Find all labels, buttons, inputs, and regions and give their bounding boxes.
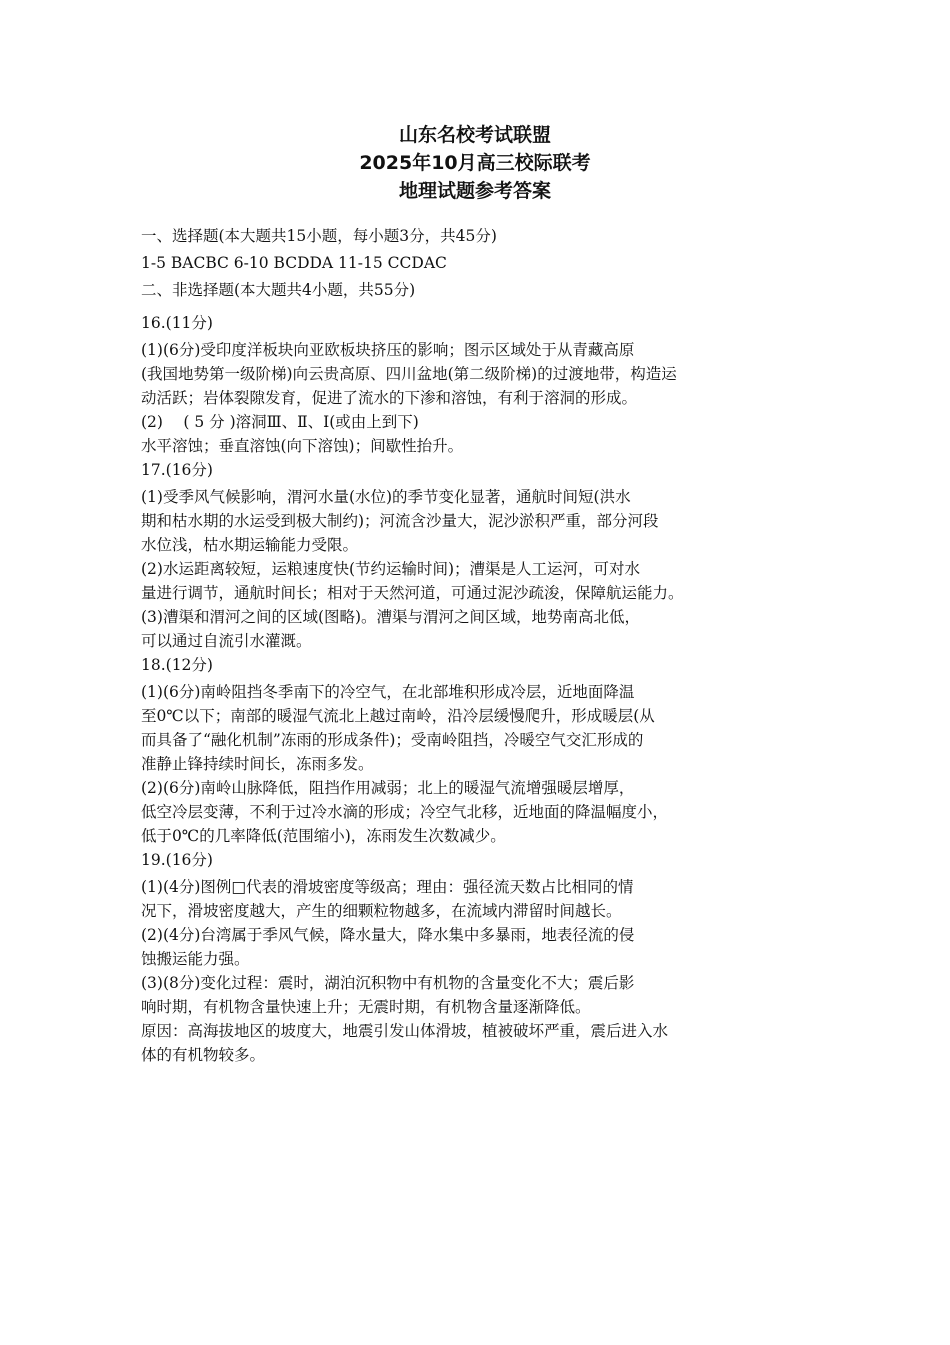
document-title bbox=[0, 121, 950, 205]
q16-p1-line2: (我国地势第一级阶梯)向云贵高原、四川盆地(第二级阶梯)的过渡地带，构造运 bbox=[141, 365, 677, 383]
choice-answers: 1-5 BACBC 6-10 BCDDA 11-15 CCDAC bbox=[141, 254, 447, 272]
q18-p1-line3: 而具备了“融化机制”冻雨的形成条件)；受南岭阻挡，冷暖空气交汇形成的 bbox=[141, 731, 644, 749]
q16-heading: 16.(11分) bbox=[141, 314, 213, 332]
q19-p1-line2: 况下，滑坡密度越大，产生的细颗粒物越多，在流域内滞留时间越长。 bbox=[141, 902, 622, 920]
q16-p2-line2: 水平溶蚀；垂直溶蚀(向下溶蚀)；间歇性抬升。 bbox=[141, 437, 464, 455]
q17-p1-line3: 水位浅，枯水期运输能力受限。 bbox=[141, 536, 359, 554]
q17-heading: 17.(16分) bbox=[141, 461, 213, 479]
q18-heading: 18.(12分) bbox=[141, 656, 213, 674]
q17-p1-line1: (1)受季风气候影响，渭河水量(水位)的季节变化显著，通航时间短(洪水 bbox=[141, 488, 631, 506]
section2-heading: 二、非选择题(本大题共4小题，共55分) bbox=[141, 281, 416, 299]
q17-p3-line1: (3)漕渠和渭河之间的区域(图略)。漕渠与渭河之间区域，地势南高北低， bbox=[141, 608, 641, 626]
q16-p2-line1: (2) ( 5 分 )溶洞Ⅲ、Ⅱ、Ⅰ(或由上到下) bbox=[141, 413, 419, 431]
q17-p2-line1: (2)水运距离较短，运粮速度快(节约运输时间)；漕渠是人工运河，可对水 bbox=[141, 560, 641, 578]
q17-p2-line2: 量进行调节，通航时间长；相对于天然河道，可通过泥沙疏浚，保障航运能力。 bbox=[141, 584, 684, 602]
q19-p4-line2: 体的有机物较多。 bbox=[141, 1046, 266, 1064]
q18-p2-line1: (2)(6分)南岭山脉降低，阻挡作用减弱；北上的暖湿气流增强暖层增厚， bbox=[141, 779, 635, 797]
q19-p2-line2: 蚀搬运能力强。 bbox=[141, 950, 250, 968]
q19-p2-line1: (2)(4分)台湾属于季风气候，降水量大，降水集中多暴雨，地表径流的侵 bbox=[141, 926, 635, 944]
q18-p1-line1: (1)(6分)南岭阻挡冬季南下的冷空气，在北部堆积形成冷层，近地面降温 bbox=[141, 683, 635, 701]
q19-p4-line1: 原因：高海拔地区的坡度大，地震引发山体滑坡，植被破坏严重，震后进入水 bbox=[141, 1022, 669, 1040]
answer-content bbox=[141, 224, 816, 1067]
title-line-2: 2025年10月高三校际联考 bbox=[359, 152, 591, 174]
q16-p1-line1: (1)(6分)受印度洋板块向亚欧板块挤压的影响；图示区域处于从青藏高原 bbox=[141, 341, 635, 359]
q18-p1-line4: 准静止锋持续时间长，冻雨多发。 bbox=[141, 755, 374, 773]
q18-p1-line2: 至0℃以下；南部的暖湿气流北上越过南岭，沿冷层缓慢爬升，形成暖层(从 bbox=[141, 707, 655, 725]
q17-p1-line2: 期和枯水期的水运受到极大制约)；河流含沙量大，泥沙淤积严重，部分河段 bbox=[141, 512, 659, 530]
q18-p2-line2: 低空冷层变薄，不利于过冷水滴的形成；冷空气北移，近地面的降温幅度小， bbox=[141, 803, 669, 821]
title-line-1: 山东名校考试联盟 bbox=[398, 124, 551, 146]
question-17 bbox=[141, 458, 816, 653]
q17-p3-line2: 可以通过自流引水灌溉。 bbox=[141, 632, 312, 650]
q19-p3-line1: (3)(8分)变化过程：震时，湖泊沉积物中有机物的含量变化不大；震后影 bbox=[141, 974, 635, 992]
question-16 bbox=[141, 311, 816, 458]
q16-p1-line3: 动活跃；岩体裂隙发育，促进了流水的下渗和溶蚀，有利于溶洞的形成。 bbox=[141, 389, 638, 407]
q19-heading: 19.(16分) bbox=[141, 851, 213, 869]
title-line-3: 地理试题参考答案 bbox=[398, 180, 551, 202]
section1-heading: 一、选择题(本大题共15小题，每小题3分，共45分) bbox=[141, 227, 497, 245]
question-19 bbox=[141, 848, 816, 1067]
q19-p1-line1: (1)(4分)图例□代表的滑坡密度等级高；理由：强径流天数占比相同的情 bbox=[141, 878, 634, 896]
question-18 bbox=[141, 653, 816, 848]
q18-p2-line3: 低于0℃的几率降低(范围缩小)，冻雨发生次数减少。 bbox=[141, 827, 506, 845]
q19-p3-line2: 响时期，有机物含量快速上升；无震时期，有机物含量逐渐降低。 bbox=[141, 998, 591, 1016]
